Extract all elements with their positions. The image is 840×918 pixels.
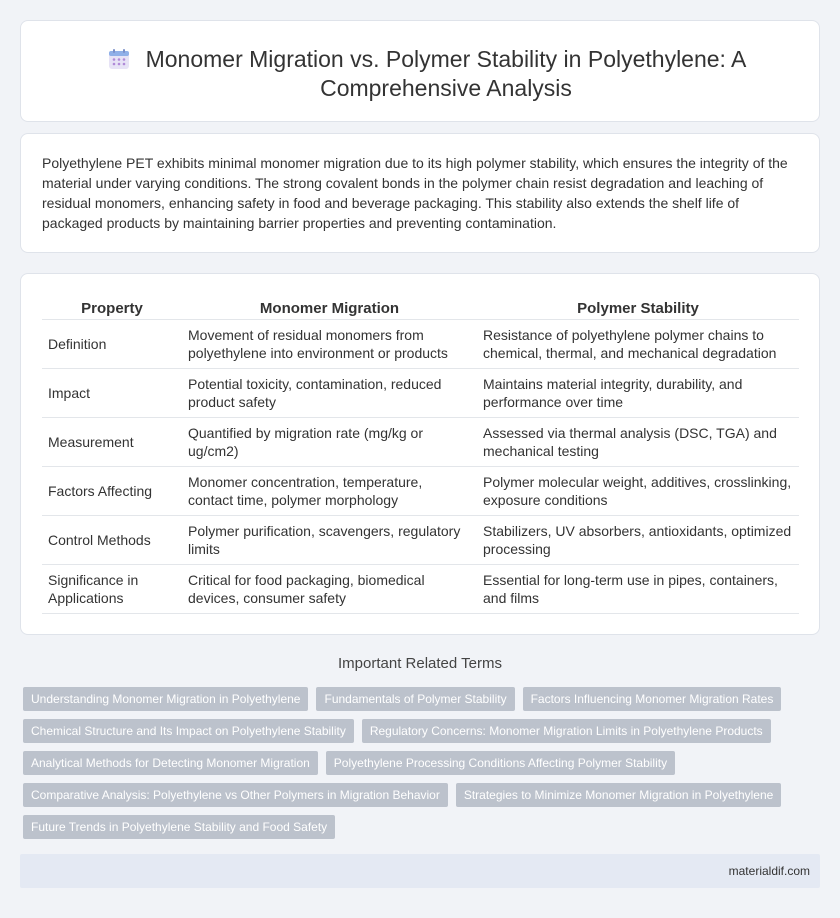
related-term-tag[interactable]: Regulatory Concerns: Monomer Migration Limits in Polyethylene Products (362, 719, 771, 743)
column-header: Monomer Migration (182, 295, 477, 320)
table-cell: Significance in Applications (42, 565, 182, 614)
table-cell: Maintains material integrity, durability, and performance over time (477, 369, 799, 418)
table-cell: Potential toxicity, contamination, reduced product safety (182, 369, 477, 418)
intro-card (20, 133, 820, 253)
footer-bar (20, 854, 820, 888)
table-row (42, 516, 799, 565)
table-cell: Essential for long-term use in pipes, containers, and films (477, 565, 799, 614)
related-terms-list (23, 687, 823, 839)
related-term-tag[interactable]: Chemical Structure and Its Impact on Polyethylene Stability (23, 719, 354, 743)
footer-site-link[interactable]: materialdif.com (728, 864, 810, 878)
table-cell: Impact (42, 369, 182, 418)
table-row (42, 369, 799, 418)
table-row (42, 418, 799, 467)
table-row (42, 565, 799, 614)
table-cell: Critical for food packaging, biomedical devices, consumer safety (182, 565, 477, 614)
intro-paragraph: Polyethylene PET exhibits minimal monomer migration due to its high polymer stability, which ensures the integrity of the material under varying conditions. The strong covalent bonds in the polymer chain resist degradation and leaching of residual monomers, enhancing safety in food and beverage packaging. This stability also extends the shelf life of packaged products by maintaining barrier properties and preventing contamination. (42, 155, 788, 231)
table-cell: Factors Affecting (42, 467, 182, 516)
table-cell: Monomer concentration, temperature, contact time, polymer morphology (182, 467, 477, 516)
related-term-tag[interactable]: Analytical Methods for Detecting Monomer Migration (23, 751, 318, 775)
column-header: Polymer Stability (477, 295, 799, 320)
related-term-tag[interactable]: Polyethylene Processing Conditions Affecting Polymer Stability (326, 751, 675, 775)
table-cell: Measurement (42, 418, 182, 467)
table-cell: Movement of residual monomers from polyethylene into environment or products (182, 320, 477, 369)
related-term-tag[interactable]: Understanding Monomer Migration in Polyethylene (23, 687, 308, 711)
table-row (42, 320, 799, 369)
table-cell: Stabilizers, UV absorbers, antioxidants, optimized processing (477, 516, 799, 565)
column-header: Property (42, 295, 182, 320)
page-title-text: Monomer Migration vs. Polymer Stability in Polyethylene: A Comprehensive Analysis (145, 46, 747, 101)
related-term-tag[interactable]: Comparative Analysis: Polyethylene vs Other Polymers in Migration Behavior (23, 783, 448, 807)
title-card (20, 20, 820, 122)
table-cell: Definition (42, 320, 182, 369)
table-cell: Quantified by migration rate (mg/kg or ug/cm2) (182, 418, 477, 467)
table-header-row (42, 295, 799, 320)
table-row (42, 467, 799, 516)
table-cell: Assessed via thermal analysis (DSC, TGA) and mechanical testing (477, 418, 799, 467)
related-term-tag[interactable]: Strategies to Minimize Monomer Migration in Polyethylene (456, 783, 781, 807)
table-cell: Resistance of polyethylene polymer chains to chemical, thermal, and mechanical degradation (477, 320, 799, 369)
comparison-card (20, 273, 820, 635)
related-term-tag[interactable]: Future Trends in Polyethylene Stability and Food Safety (23, 815, 335, 839)
table-cell: Control Methods (42, 516, 182, 565)
related-term-tag[interactable]: Factors Influencing Monomer Migration Rates (523, 687, 782, 711)
related-terms-heading: Important Related Terms (338, 655, 502, 672)
table-cell: Polymer purification, scavengers, regulatory limits (182, 516, 477, 565)
comparison-table (42, 295, 799, 614)
related-term-tag[interactable]: Fundamentals of Polymer Stability (316, 687, 514, 711)
table-cell: Polymer molecular weight, additives, crosslinking, exposure conditions (477, 467, 799, 516)
page-title (21, 45, 819, 103)
